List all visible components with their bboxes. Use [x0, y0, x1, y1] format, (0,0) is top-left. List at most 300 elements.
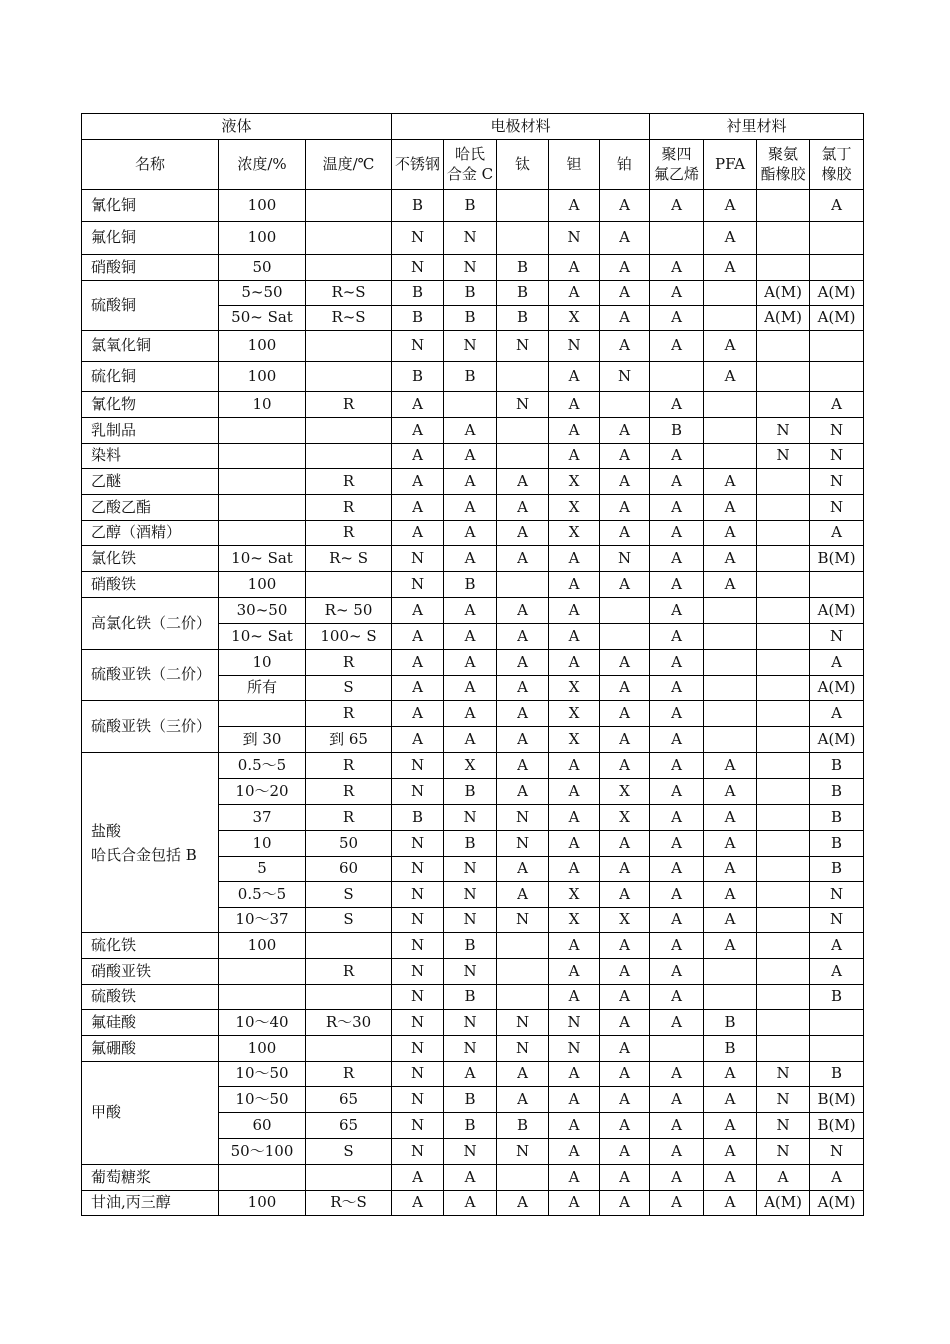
rating-cell: A [392, 469, 444, 495]
rating-cell: A [704, 362, 757, 392]
rating-cell [757, 1036, 810, 1062]
rating-cell: B(M) [810, 1087, 864, 1113]
rating-cell: N [549, 331, 600, 362]
rating-cell: N [444, 1036, 497, 1062]
rating-cell: A [497, 495, 549, 521]
rating-cell [704, 650, 757, 676]
rating-cell: N [810, 444, 864, 469]
rating-cell: A [549, 624, 600, 650]
column-header [392, 140, 444, 190]
group-header-liquid: 液体 [82, 114, 392, 140]
concentration-cell: 50～100 [219, 1139, 306, 1165]
rating-cell: A [549, 650, 600, 676]
rating-cell: A [600, 190, 650, 222]
rating-cell: A [704, 255, 757, 281]
rating-cell: A [704, 779, 757, 805]
rating-cell [497, 1165, 549, 1191]
rating-cell: A [810, 650, 864, 676]
liquid-name-cell [82, 546, 219, 572]
column-header-line: 酯橡胶 [760, 164, 806, 183]
group-header-electrode: 电极材料 [392, 114, 650, 140]
rating-cell: A [392, 444, 444, 469]
concentration-cell: 50 [219, 255, 306, 281]
rating-cell [757, 521, 810, 546]
rating-cell [757, 857, 810, 882]
liquid-name: 乳制品 [91, 420, 137, 439]
rating-cell: A [704, 805, 757, 831]
liquid-name-cell [82, 418, 219, 444]
rating-cell: A [497, 469, 549, 495]
table-row [82, 1062, 864, 1087]
rating-cell: A [497, 1062, 549, 1087]
rating-cell: A [704, 908, 757, 933]
rating-cell: A [810, 1165, 864, 1191]
liquid-name: 氟硅酸 [91, 1012, 137, 1031]
table-row [82, 701, 864, 727]
rating-cell: A [810, 701, 864, 727]
concentration-cell: 所有 [219, 676, 306, 701]
rating-cell: N [444, 1139, 497, 1165]
concentration-cell [219, 1165, 306, 1191]
concentration-cell [219, 701, 306, 727]
liquid-name-cell [82, 1062, 219, 1165]
temperature-cell: S [306, 676, 392, 701]
rating-cell: A [549, 857, 600, 882]
column-header-line: 名称 [134, 154, 165, 173]
rating-cell [704, 392, 757, 418]
rating-cell: A [650, 598, 704, 624]
rating-cell: A [392, 1191, 444, 1216]
rating-cell: N [549, 222, 600, 255]
rating-cell [497, 190, 549, 222]
column-header-line: 浓度/% [237, 154, 287, 173]
rating-cell [757, 572, 810, 598]
rating-cell [444, 392, 497, 418]
rating-cell: A [650, 933, 704, 959]
rating-cell: B [704, 1036, 757, 1062]
rating-cell: N [497, 831, 549, 857]
rating-cell: A [650, 753, 704, 779]
rating-cell: A [549, 1087, 600, 1113]
rating-cell: N [392, 882, 444, 908]
rating-cell: N [497, 392, 549, 418]
concentration-cell: 0.5～5 [219, 882, 306, 908]
table-row [82, 521, 864, 546]
table-row [82, 1010, 864, 1036]
column-header [82, 140, 219, 190]
liquid-name: 葡萄糖浆 [91, 1167, 152, 1186]
temperature-cell: 50 [306, 831, 392, 857]
column-header-line: 钛 [515, 154, 531, 173]
rating-cell: A [600, 857, 650, 882]
liquid-name-cell [82, 444, 219, 469]
rating-cell: A [549, 933, 600, 959]
concentration-cell: 60 [219, 1113, 306, 1139]
rating-cell: A [497, 727, 549, 753]
rating-cell: A [704, 1165, 757, 1191]
rating-cell: N [497, 805, 549, 831]
rating-cell: A [704, 331, 757, 362]
rating-cell [810, 222, 864, 255]
rating-cell [704, 676, 757, 701]
rating-cell: A [600, 1165, 650, 1191]
table-row [82, 281, 864, 306]
temperature-cell [306, 444, 392, 469]
rating-cell: N [810, 495, 864, 521]
concentration-cell: 100 [219, 933, 306, 959]
rating-cell: A [704, 1062, 757, 1087]
rating-cell: A [549, 959, 600, 985]
concentration-cell: 10～50 [219, 1087, 306, 1113]
column-header-line: 合金 C [446, 164, 494, 183]
rating-cell [757, 495, 810, 521]
column-header [444, 140, 497, 190]
rating-cell: A [650, 1191, 704, 1216]
column-header [600, 140, 650, 190]
rating-cell: A [444, 1062, 497, 1087]
column-header [650, 140, 704, 190]
concentration-cell: 100 [219, 222, 306, 255]
rating-cell [810, 331, 864, 362]
rating-cell: N [392, 959, 444, 985]
liquid-name-cell [82, 1191, 219, 1216]
rating-cell: A [704, 1191, 757, 1216]
rating-cell [650, 1036, 704, 1062]
rating-cell: N [392, 1087, 444, 1113]
liquid-name: 硝酸铁 [91, 574, 137, 593]
rating-cell: A [392, 701, 444, 727]
liquid-name-cell [82, 1036, 219, 1062]
rating-cell [757, 650, 810, 676]
table-row [82, 546, 864, 572]
temperature-cell: 到 65 [306, 727, 392, 753]
rating-cell: A [392, 624, 444, 650]
rating-cell [704, 306, 757, 331]
rating-cell: A [444, 701, 497, 727]
liquid-name-cell [82, 959, 219, 985]
rating-cell: A [600, 1036, 650, 1062]
rating-cell [757, 882, 810, 908]
concentration-cell [219, 469, 306, 495]
rating-cell: A [497, 1191, 549, 1216]
table-row [82, 1036, 864, 1062]
rating-cell: A [650, 1087, 704, 1113]
rating-cell: A [600, 572, 650, 598]
liquid-name-cell [82, 521, 219, 546]
rating-cell: A(M) [810, 727, 864, 753]
rating-cell: B [444, 281, 497, 306]
column-header-line: 氯丁 [821, 145, 852, 163]
concentration-cell: 37 [219, 805, 306, 831]
temperature-cell: S [306, 908, 392, 933]
concentration-cell: 10 [219, 650, 306, 676]
rating-cell: X [549, 521, 600, 546]
liquid-name: 氟硼酸 [91, 1038, 137, 1057]
rating-cell: A [444, 469, 497, 495]
rating-cell: A [650, 779, 704, 805]
rating-cell: A [549, 805, 600, 831]
rating-cell: B [497, 281, 549, 306]
rating-cell [810, 1010, 864, 1036]
column-header-line: 氟乙烯 [654, 164, 700, 183]
rating-cell: A [549, 572, 600, 598]
rating-cell: N [444, 805, 497, 831]
temperature-cell: R [306, 805, 392, 831]
table-row [82, 222, 864, 255]
temperature-cell: R [306, 521, 392, 546]
rating-cell: N [392, 331, 444, 362]
temperature-cell: 100~ S [306, 624, 392, 650]
rating-cell: A [444, 418, 497, 444]
rating-cell: A [600, 331, 650, 362]
temperature-cell: R [306, 1062, 392, 1087]
concentration-cell: 0.5～5 [219, 753, 306, 779]
rating-cell: N [497, 1139, 549, 1165]
rating-cell: B [392, 281, 444, 306]
rating-cell: A [600, 444, 650, 469]
temperature-cell: R [306, 495, 392, 521]
concentration-cell [219, 444, 306, 469]
rating-cell: A [600, 1087, 650, 1113]
rating-cell: A [650, 908, 704, 933]
concentration-cell: 100 [219, 362, 306, 392]
group-header-lining: 衬里材料 [650, 114, 864, 140]
liquid-name: 硫酸亚铁（三价） [91, 716, 212, 735]
column-header [810, 140, 864, 190]
rating-cell: N [392, 1010, 444, 1036]
rating-cell: A(M) [810, 306, 864, 331]
rating-cell: N [600, 546, 650, 572]
rating-cell: N [757, 1062, 810, 1087]
rating-cell [497, 362, 549, 392]
rating-cell: A [650, 857, 704, 882]
concentration-cell: 100 [219, 331, 306, 362]
rating-cell: A [392, 650, 444, 676]
concentration-cell: 100 [219, 1191, 306, 1216]
rating-cell: A [650, 469, 704, 495]
rating-cell [497, 418, 549, 444]
liquid-name: 乙醚 [91, 471, 122, 490]
table-row [82, 753, 864, 779]
rating-cell: B [810, 831, 864, 857]
rating-cell: A [444, 650, 497, 676]
rating-cell: A(M) [810, 1191, 864, 1216]
rating-cell [704, 959, 757, 985]
rating-cell: N [392, 1062, 444, 1087]
rating-cell: A [600, 418, 650, 444]
rating-cell: A [704, 495, 757, 521]
rating-cell: A [810, 392, 864, 418]
column-header [549, 140, 600, 190]
rating-cell: A [497, 882, 549, 908]
rating-cell: B(M) [810, 546, 864, 572]
liquid-name: 盐酸 [91, 821, 122, 840]
temperature-cell: R [306, 753, 392, 779]
rating-cell [757, 222, 810, 255]
table-row [82, 933, 864, 959]
temperature-cell [306, 190, 392, 222]
rating-cell: A [650, 306, 704, 331]
rating-cell: A [549, 985, 600, 1010]
rating-cell: N [392, 1139, 444, 1165]
rating-cell: N [757, 1087, 810, 1113]
rating-cell: B [810, 779, 864, 805]
rating-cell: A [650, 1062, 704, 1087]
temperature-cell [306, 933, 392, 959]
rating-cell: A [549, 546, 600, 572]
concentration-cell: 30~50 [219, 598, 306, 624]
rating-cell: A [650, 1113, 704, 1139]
temperature-cell: 60 [306, 857, 392, 882]
liquid-name-cell [82, 701, 219, 753]
rating-cell [757, 546, 810, 572]
rating-cell: A [600, 753, 650, 779]
rating-cell [757, 255, 810, 281]
rating-cell: N [497, 908, 549, 933]
liquid-name: 硝酸亚铁 [91, 961, 152, 980]
rating-cell: B [444, 362, 497, 392]
rating-cell: A [650, 444, 704, 469]
rating-cell: B(M) [810, 1113, 864, 1139]
rating-cell: A [497, 650, 549, 676]
rating-cell: B [704, 1010, 757, 1036]
rating-cell: X [549, 469, 600, 495]
rating-cell [704, 701, 757, 727]
rating-cell [600, 598, 650, 624]
rating-cell: A(M) [810, 676, 864, 701]
temperature-cell: 65 [306, 1113, 392, 1139]
rating-cell: N [810, 418, 864, 444]
rating-cell: A [497, 701, 549, 727]
rating-cell: B [444, 779, 497, 805]
liquid-name-cell [82, 190, 219, 222]
liquid-name-cell [82, 255, 219, 281]
rating-cell: A [444, 1165, 497, 1191]
table-row [82, 255, 864, 281]
rating-cell: A [704, 857, 757, 882]
rating-cell: B [392, 362, 444, 392]
rating-cell: A [600, 727, 650, 753]
liquid-name: 乙醇（酒精） [91, 523, 182, 542]
temperature-cell [306, 985, 392, 1010]
table-row [82, 444, 864, 469]
rating-cell: A [600, 469, 650, 495]
concentration-cell: 10～37 [219, 908, 306, 933]
rating-cell: N [600, 362, 650, 392]
rating-cell [757, 959, 810, 985]
temperature-cell [306, 418, 392, 444]
column-header-line: 聚四 [661, 145, 692, 163]
concentration-cell [219, 521, 306, 546]
rating-cell: A [650, 985, 704, 1010]
table-row [82, 650, 864, 676]
rating-cell: A [549, 1165, 600, 1191]
liquid-name: 甲酸 [91, 1103, 122, 1122]
rating-cell: N [757, 1113, 810, 1139]
rating-cell: N [444, 222, 497, 255]
temperature-cell [306, 1036, 392, 1062]
rating-cell: A [704, 190, 757, 222]
rating-cell [757, 676, 810, 701]
rating-cell: N [757, 1139, 810, 1165]
rating-cell: A [600, 1139, 650, 1165]
rating-cell: N [392, 255, 444, 281]
rating-cell: A [444, 521, 497, 546]
rating-cell: X [549, 676, 600, 701]
rating-cell [810, 1036, 864, 1062]
liquid-name: 甘油,丙三醇 [91, 1193, 171, 1212]
concentration-cell: 5 [219, 857, 306, 882]
rating-cell: N [444, 1010, 497, 1036]
rating-cell: A [444, 495, 497, 521]
rating-cell: A [600, 222, 650, 255]
liquid-name: 硫化铜 [91, 366, 137, 385]
liquid-name-cell [82, 331, 219, 362]
rating-cell [497, 444, 549, 469]
table-row [82, 418, 864, 444]
rating-cell: N [497, 1036, 549, 1062]
liquid-name: 硫化铁 [91, 935, 137, 954]
rating-cell: A [392, 1165, 444, 1191]
liquid-name-cell [82, 222, 219, 255]
rating-cell: X [600, 908, 650, 933]
table-row [82, 392, 864, 418]
rating-cell: B [650, 418, 704, 444]
rating-cell: A [444, 676, 497, 701]
rating-cell: A [549, 1139, 600, 1165]
table-row [82, 362, 864, 392]
rating-cell: A [650, 190, 704, 222]
rating-cell: A [392, 598, 444, 624]
rating-cell: N [444, 857, 497, 882]
rating-cell: B [444, 190, 497, 222]
rating-cell: A [549, 831, 600, 857]
rating-cell: A [549, 255, 600, 281]
rating-cell: N [392, 753, 444, 779]
concentration-cell: 100 [219, 572, 306, 598]
rating-cell: A [704, 1139, 757, 1165]
column-header [757, 140, 810, 190]
concentration-cell [219, 495, 306, 521]
rating-cell [704, 727, 757, 753]
rating-cell: N [392, 933, 444, 959]
rating-cell: A [497, 779, 549, 805]
rating-cell: A [600, 959, 650, 985]
rating-cell: N [392, 1113, 444, 1139]
rating-cell: A [497, 857, 549, 882]
rating-cell: A [444, 546, 497, 572]
temperature-cell: S [306, 882, 392, 908]
rating-cell: A [810, 933, 864, 959]
temperature-cell: R~S [306, 306, 392, 331]
rating-cell: A [704, 469, 757, 495]
rating-cell [704, 444, 757, 469]
table-row [82, 190, 864, 222]
temperature-cell: R [306, 959, 392, 985]
rating-cell [757, 908, 810, 933]
column-header-line: 哈氏 [455, 145, 486, 163]
rating-cell: A [600, 306, 650, 331]
rating-cell: A [650, 831, 704, 857]
table-row [82, 959, 864, 985]
rating-cell [600, 624, 650, 650]
rating-cell: N [392, 572, 444, 598]
rating-cell: A [497, 546, 549, 572]
concentration-cell [219, 959, 306, 985]
rating-cell: A [497, 676, 549, 701]
rating-cell: B [444, 831, 497, 857]
temperature-cell: R [306, 650, 392, 676]
